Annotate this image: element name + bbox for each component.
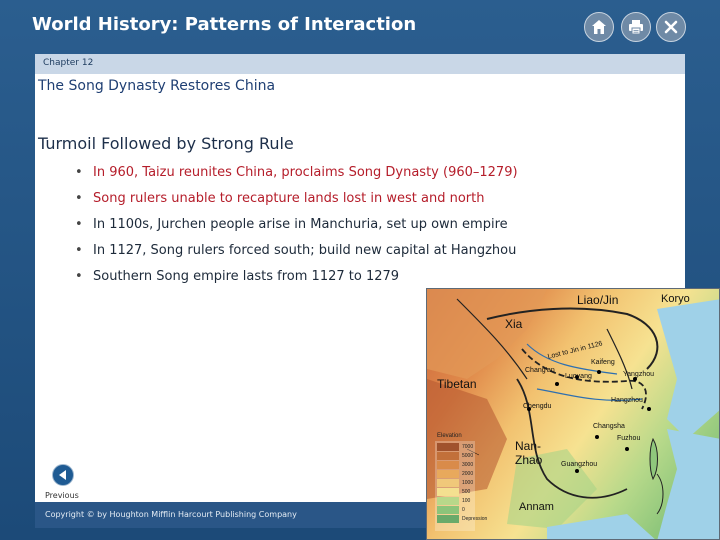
legend-entry: 100 bbox=[462, 498, 471, 504]
map-label-tibetan: Tibetan bbox=[437, 377, 477, 391]
map-label-kaifeng: Kaifeng bbox=[591, 359, 615, 366]
legend-entry: 1000 bbox=[462, 480, 474, 486]
copyright-bar bbox=[35, 502, 427, 528]
map-label-annotation: Lost to Jin in 1126 bbox=[546, 340, 604, 361]
map-label-guangzhou: Guangzhou bbox=[561, 461, 598, 468]
legend-entry: 0 bbox=[462, 507, 465, 513]
arrow-left-icon bbox=[57, 469, 69, 481]
legend-title: Elevation bbox=[437, 433, 462, 439]
map-label-hangzhou: Hangzhou bbox=[611, 397, 643, 404]
close-button[interactable] bbox=[656, 12, 686, 42]
app-title: World History: Patterns of Interaction bbox=[32, 14, 417, 35]
legend-swatch bbox=[437, 470, 459, 478]
previous-button[interactable] bbox=[52, 464, 74, 486]
copyright-text: Copyright © by Houghton Mifflin Harcourt Publishing Company bbox=[45, 510, 297, 519]
map-label-changsha: Changsha bbox=[593, 423, 625, 430]
legend-entry: Depression bbox=[462, 516, 488, 522]
legend-swatch bbox=[437, 479, 459, 487]
legend-swatch bbox=[437, 497, 459, 505]
song-dynasty-map bbox=[426, 288, 720, 540]
map-label-liao-jin: Liao/Jin bbox=[577, 293, 619, 307]
legend-swatch bbox=[437, 488, 459, 496]
home-button[interactable] bbox=[584, 12, 614, 42]
legend-entry: 500 bbox=[462, 489, 471, 495]
map-label-changan: Chang'an bbox=[525, 367, 555, 374]
legend-entry: 5000 bbox=[462, 453, 474, 459]
close-icon bbox=[662, 18, 680, 36]
print-button[interactable] bbox=[621, 12, 651, 42]
bullet-list bbox=[75, 164, 518, 294]
bullet-item: • Song rulers unable to recapture lands lost in west and north bbox=[75, 190, 518, 216]
legend-entry: 7000 bbox=[462, 444, 474, 450]
previous-label: Previous bbox=[45, 491, 79, 500]
bullet-item: • In 1127, Song rulers forced south; build new capital at Hangzhou bbox=[75, 242, 518, 268]
section-heading: Turmoil Followed by Strong Rule bbox=[38, 134, 294, 153]
chapter-bar bbox=[35, 54, 685, 74]
map-label-chengdu: Chengdu bbox=[523, 403, 552, 410]
map-label-annam: Annam bbox=[519, 501, 554, 513]
bullet-item: • Southern Song empire lasts from 1127 to 1279 bbox=[75, 268, 518, 294]
legend-swatch bbox=[437, 461, 459, 469]
legend-swatch bbox=[437, 515, 459, 523]
map-label-luoyang: Luoyang bbox=[565, 373, 592, 380]
lesson-title: The Song Dynasty Restores China bbox=[38, 78, 276, 94]
map-label-nanzhao: Nan- Zhao bbox=[515, 439, 543, 467]
printer-icon bbox=[627, 18, 645, 36]
map-legend bbox=[435, 433, 488, 531]
bullet-item: • In 1100s, Jurchen people arise in Manchuria, set up own empire bbox=[75, 216, 518, 242]
home-icon bbox=[590, 18, 608, 36]
map-label-fuzhou: Fuzhou bbox=[617, 435, 641, 442]
legend-swatch bbox=[437, 443, 459, 451]
bullet-item: • In 960, Taizu reunites China, proclaims Song Dynasty (960–1279) bbox=[75, 164, 518, 190]
legend-swatch bbox=[437, 506, 459, 514]
map-label-koryo: Koryo bbox=[661, 293, 690, 305]
map-label-yangzhou: Yangzhou bbox=[623, 371, 655, 378]
legend-entry: 3000 bbox=[462, 462, 474, 468]
chapter-label: Chapter 12 bbox=[43, 58, 94, 68]
legend-swatch bbox=[437, 452, 459, 460]
map-label-xia: Xia bbox=[505, 317, 523, 331]
legend-entry: 2000 bbox=[462, 471, 474, 477]
